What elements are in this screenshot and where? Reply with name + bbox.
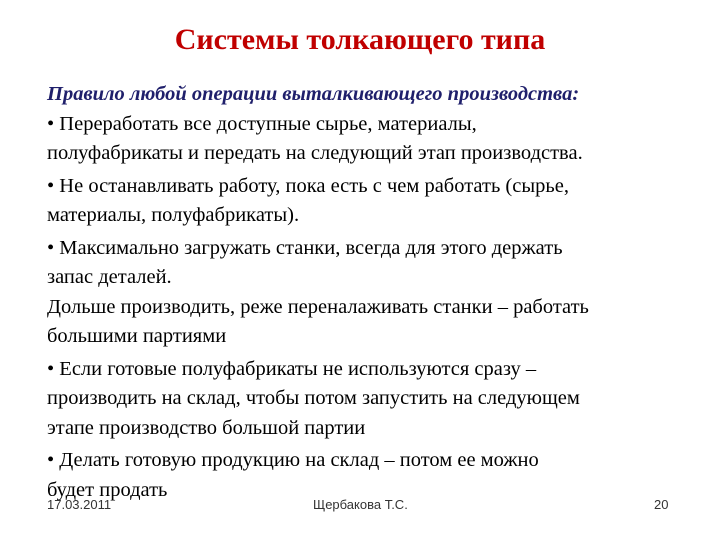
text-line: • Делать готовую продукцию на склад – потом ее можно	[47, 449, 539, 471]
footer-date: 17.03.2011	[47, 497, 112, 512]
bullet-paragraph	[47, 110, 697, 169]
text-line: • Если готовые полуфабрикаты не используются сразу –	[47, 357, 537, 380]
bullet-paragraph	[47, 355, 697, 444]
slide-body	[47, 80, 697, 505]
footer-author: Щербакова Т.С.	[313, 497, 408, 512]
text-line: запас деталей.	[47, 266, 172, 288]
rule-heading: Правило любой операции выталкивающего производства:	[47, 83, 580, 105]
text-line: этапе производство большой партии	[47, 416, 366, 439]
text-line: большими партиями	[47, 325, 227, 347]
text-line: • Максимально загружать станки, всегда для этого держать	[47, 236, 563, 259]
text-line: производить на склад, чтобы потом запустить на следующем	[47, 387, 580, 409]
text-line: Дольше производить, реже переналаживать станки – работать	[47, 295, 589, 318]
footer-page-number: 20	[654, 497, 669, 512]
bullet-paragraph	[47, 172, 697, 231]
text-line: • Не останавливать работу, пока есть с чем работать (сырье,	[47, 174, 569, 197]
text-line: • Переработать все доступные сырье, материалы,	[47, 112, 477, 135]
text-line: материалы, полуфабрикаты).	[47, 204, 300, 226]
text-line: будет продать	[47, 478, 168, 501]
text-line: полуфабрикаты и передать на следующий этап производства.	[47, 142, 583, 164]
slide-title: Системы толкающего типа	[174, 23, 546, 56]
bullet-paragraph	[47, 234, 697, 352]
